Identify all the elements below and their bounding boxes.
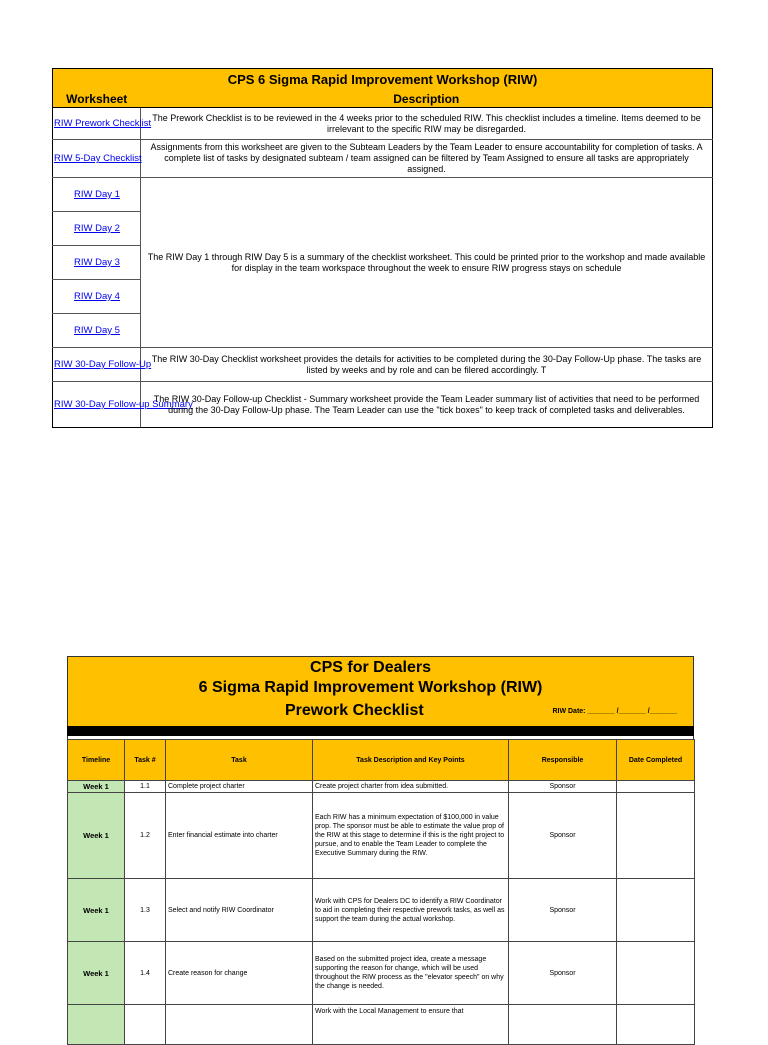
row-description: Assignments from this worksheet are given to the Subteam Leaders by the Team Leader to ensure accountability for completion of tasks. A complete list of tasks by designated subteam / team assigned can be filtered by Team Assigned to ensure all tasks are appropriately assigned. xyxy=(141,140,713,178)
table-row xyxy=(53,108,713,140)
header-task: Task xyxy=(166,740,313,781)
header-divider-bar xyxy=(67,726,694,736)
table-row: Week 1 1.2 Enter financial estimate into charter Each RIW has a minimum expectation of $100,000 in value prop. The sponsor must be able to estimate the value prop of the RIW at this stage to determine if this is the right project to pursue, and to enable the Team Leader to complete the Executive Summary during the RIW. Sponsor xyxy=(68,793,695,879)
link-riw-5-day-checklist[interactable]: RIW 5-Day Checklist xyxy=(54,153,142,164)
date-completed-cell[interactable] xyxy=(617,879,695,942)
date-completed-cell[interactable] xyxy=(617,942,695,1005)
column-header-description: Description xyxy=(141,91,713,108)
worksheet-table-title: CPS 6 Sigma Rapid Improvement Workshop (RIW) xyxy=(227,72,538,87)
row-description: The RIW Day 1 through RIW Day 5 is a summary of the checklist worksheet. This could be printed prior to the workshop and made available for display in the team workspace throughout the week to ensure RIW progress stays on schedule xyxy=(141,178,713,348)
riw-date-field: RIW Date: _______ /_______ /_______ xyxy=(552,708,677,715)
link-riw-day-5[interactable]: RIW Day 5 xyxy=(74,325,120,336)
link-riw-30-day-follow-up[interactable]: RIW 30-Day Follow-Up xyxy=(54,359,152,370)
column-header-worksheet: Worksheet xyxy=(53,91,141,108)
prework-checklist xyxy=(67,656,694,1045)
table-row xyxy=(53,382,713,428)
banner-line-checklist: Prework Checklist xyxy=(285,702,424,719)
date-completed-cell[interactable] xyxy=(617,1005,695,1045)
table-row xyxy=(53,348,713,382)
prework-table xyxy=(67,739,695,1045)
prework-header-row xyxy=(68,740,695,781)
date-completed-cell[interactable] xyxy=(617,781,695,793)
link-riw-30-day-follow-up-summary[interactable]: RIW 30-Day Follow-up Summary xyxy=(54,399,193,410)
date-completed-cell[interactable] xyxy=(617,793,695,879)
table-row xyxy=(53,178,713,212)
table-row: Week 1 1.1 Complete project charter Create project charter from idea submitted. Sponsor xyxy=(68,781,695,793)
row-description: The Prework Checklist is to be reviewed in the 4 weeks prior to the scheduled RIW. This checklist includes a timeline. Items deemed to be irrelevant to the specific RIW may be disregarded. xyxy=(141,108,713,140)
link-riw-day-2[interactable]: RIW Day 2 xyxy=(74,223,120,234)
row-description: The RIW 30-Day Checklist worksheet provides the details for activities to be completed during the 30-Day Follow-Up phase. The tasks are listed by weeks and by role and can be filered accordingly. T xyxy=(141,348,713,382)
link-riw-day-3[interactable]: RIW Day 3 xyxy=(74,257,120,268)
table-row xyxy=(53,140,713,178)
table-row: Week 1 1.4 Create reason for change Based on the submitted project idea, create a message supporting the reason for change, which will be used throughout the RIW process as the "elevator speech" on why the change is needed. Sponsor xyxy=(68,942,695,1005)
link-riw-prework-checklist[interactable]: RIW Prework Checklist xyxy=(54,118,152,129)
link-riw-day-4[interactable]: RIW Day 4 xyxy=(74,291,120,302)
banner-line-riw: 6 Sigma Rapid Improvement Workshop (RIW) xyxy=(198,679,543,696)
header-date-completed: Date Completed xyxy=(617,740,695,781)
link-riw-day-1[interactable]: RIW Day 1 xyxy=(74,189,120,200)
banner-line-dealers: CPS for Dealers xyxy=(310,659,431,676)
checklist-banner xyxy=(67,656,694,726)
row-description: The RIW 30-Day Follow-up Checklist - Summary worksheet provide the Team Leader summary list of activities that need to be performed during the 30-Day Follow-Up phase. The Team Leader can use the "tick boxes" to keep track of completed tasks and deliverables. xyxy=(141,382,713,428)
header-timeline: Timeline xyxy=(68,740,125,781)
header-description: Task Description and Key Points xyxy=(313,740,509,781)
header-task-number: Task # xyxy=(125,740,166,781)
worksheet-index-table xyxy=(52,68,713,428)
table-row: Work with the Local Management to ensure that xyxy=(68,1005,695,1045)
header-responsible: Responsible xyxy=(509,740,617,781)
table-row: Week 1 1.3 Select and notify RIW Coordinator Work with CPS for Dealers DC to identify a RIW Coordinator to aid in completing their respective prework tasks, as well as support the team during the actual workshop. Sponsor xyxy=(68,879,695,942)
